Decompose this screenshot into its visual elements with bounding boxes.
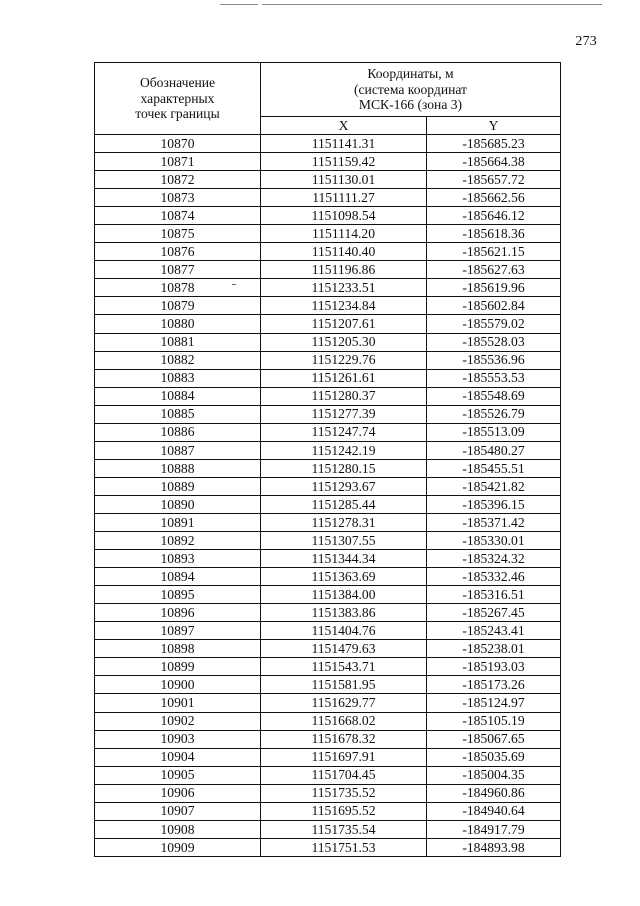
y-coordinate-cell: -185124.97 (427, 694, 561, 712)
y-coordinate-cell: -185455.51 (427, 459, 561, 477)
table-row (95, 676, 561, 694)
x-coordinate-cell: 1151140.40 (261, 243, 427, 261)
header-line: (система координат (354, 81, 467, 97)
header-line: Обозначение (139, 75, 216, 91)
x-coordinate-cell: 1151751.53 (261, 838, 427, 856)
point-id-cell: 10908 (95, 820, 261, 838)
header-line: характерных (140, 90, 215, 106)
x-coordinate-cell: 1151280.37 (261, 387, 427, 405)
y-coordinate-cell: -185657.72 (427, 171, 561, 189)
point-id-cell: 10878 (95, 279, 261, 297)
table-row (95, 459, 561, 477)
table-row (95, 315, 561, 333)
y-coordinate-cell: -185536.96 (427, 351, 561, 369)
table-row (95, 423, 561, 441)
x-coordinate-cell: 1151668.02 (261, 712, 427, 730)
y-coordinate-cell: -185243.41 (427, 622, 561, 640)
x-coordinate-cell: 1151629.77 (261, 694, 427, 712)
x-coordinate-cell: 1151581.95 (261, 676, 427, 694)
table-row (95, 261, 561, 279)
table-row (95, 207, 561, 225)
table-row (95, 297, 561, 315)
x-coordinate-cell: 1151383.86 (261, 604, 427, 622)
table-row (95, 802, 561, 820)
x-coordinate-cell: 1151233.51 (261, 279, 427, 297)
point-id-cell: 10882 (95, 351, 261, 369)
x-coordinate-cell: 1151114.20 (261, 225, 427, 243)
point-id-cell: 10888 (95, 459, 261, 477)
point-id-cell: 10899 (95, 658, 261, 676)
table-row (95, 766, 561, 784)
table-row (95, 820, 561, 838)
point-id-cell: 10895 (95, 586, 261, 604)
x-coordinate-cell: 1151735.52 (261, 784, 427, 802)
x-coordinate-cell: 1151159.42 (261, 153, 427, 171)
table-row (95, 189, 561, 207)
point-id-cell: 10889 (95, 477, 261, 495)
y-coordinate-cell: -185396.15 (427, 495, 561, 513)
y-coordinate-cell: -185330.01 (427, 532, 561, 550)
point-id-cell: 10893 (95, 550, 261, 568)
y-coordinate-cell: -184960.86 (427, 784, 561, 802)
x-coordinate-cell: 1151704.45 (261, 766, 427, 784)
x-coordinate-cell: 1151384.00 (261, 586, 427, 604)
point-id-cell: 10892 (95, 532, 261, 550)
header-line: точек границы (135, 106, 220, 122)
top-scan-rule (262, 4, 602, 5)
table-row (95, 513, 561, 531)
x-coordinate-cell: 1151543.71 (261, 658, 427, 676)
x-coordinate-cell: 1151678.32 (261, 730, 427, 748)
y-coordinate-cell: -185105.19 (427, 712, 561, 730)
point-id-cell: 10907 (95, 802, 261, 820)
table-body (95, 135, 561, 857)
point-id-cell: 10904 (95, 748, 261, 766)
table-row (95, 712, 561, 730)
table-row (95, 153, 561, 171)
y-coordinate-cell: -185602.84 (427, 297, 561, 315)
point-id-cell: 10876 (95, 243, 261, 261)
x-coordinate-cell: 1151130.01 (261, 171, 427, 189)
y-coordinate-cell: -185646.12 (427, 207, 561, 225)
x-coordinate-cell: 1151247.74 (261, 423, 427, 441)
point-id-cell: 10896 (95, 604, 261, 622)
y-coordinate-cell: -185618.36 (427, 225, 561, 243)
y-coordinate-cell: -185067.65 (427, 730, 561, 748)
point-id-cell: 10885 (95, 405, 261, 423)
table-row (95, 658, 561, 676)
y-coordinate-cell: -185332.46 (427, 568, 561, 586)
table-row (95, 387, 561, 405)
x-coordinate-cell: 1151695.52 (261, 802, 427, 820)
table-row (95, 225, 561, 243)
table-row (95, 532, 561, 550)
table-row (95, 495, 561, 513)
table-row (95, 279, 561, 297)
point-id-cell: 10897 (95, 622, 261, 640)
point-id-cell: 10883 (95, 369, 261, 387)
scan-speck (232, 284, 236, 285)
point-id-cell: 10894 (95, 568, 261, 586)
point-id-cell: 10902 (95, 712, 261, 730)
x-coordinate-cell: 1151207.61 (261, 315, 427, 333)
y-coordinate-cell: -185035.69 (427, 748, 561, 766)
point-id-cell: 10890 (95, 495, 261, 513)
point-id-cell: 10880 (95, 315, 261, 333)
x-coordinate-cell: 1151242.19 (261, 441, 427, 459)
y-coordinate-cell: -185480.27 (427, 441, 561, 459)
x-coordinate-cell: 1151205.30 (261, 333, 427, 351)
y-coordinate-cell: -185662.56 (427, 189, 561, 207)
table-row (95, 333, 561, 351)
y-coordinate-cell: -185621.15 (427, 243, 561, 261)
y-coordinate-cell: -185004.35 (427, 766, 561, 784)
y-coordinate-cell: -185579.02 (427, 315, 561, 333)
point-id-cell: 10900 (95, 676, 261, 694)
point-id-cell: 10905 (95, 766, 261, 784)
y-coordinate-cell: -184917.79 (427, 820, 561, 838)
x-coordinate-cell: 1151307.55 (261, 532, 427, 550)
y-coordinate-cell: -185371.42 (427, 513, 561, 531)
table-row (95, 640, 561, 658)
x-coordinate-cell: 1151697.91 (261, 748, 427, 766)
x-coordinate-cell: 1151404.76 (261, 622, 427, 640)
point-id-cell: 10901 (95, 694, 261, 712)
y-coordinate-cell: -184893.98 (427, 838, 561, 856)
x-coordinate-cell: 1151278.31 (261, 513, 427, 531)
coordinates-table (94, 62, 561, 857)
y-coordinate-cell: -185238.01 (427, 640, 561, 658)
point-id-cell: 10891 (95, 513, 261, 531)
point-id-cell: 10898 (95, 640, 261, 658)
point-id-cell: 10909 (95, 838, 261, 856)
x-coordinate-cell: 1151735.54 (261, 820, 427, 838)
point-id-cell: 10881 (95, 333, 261, 351)
table-row (95, 694, 561, 712)
x-coordinate-cell: 1151285.44 (261, 495, 427, 513)
y-coordinate-cell: -185173.26 (427, 676, 561, 694)
top-scan-rule (220, 4, 258, 5)
y-coordinate-cell: -185193.03 (427, 658, 561, 676)
table-row (95, 730, 561, 748)
page-number: 273 (575, 34, 597, 49)
point-id-cell: 10870 (95, 135, 261, 153)
table-row (95, 748, 561, 766)
x-coordinate-cell: 1151261.61 (261, 369, 427, 387)
y-coordinate-cell: -185421.82 (427, 477, 561, 495)
point-id-cell: 10872 (95, 171, 261, 189)
x-coordinate-cell: 1151363.69 (261, 568, 427, 586)
header-line: Координаты, м (367, 65, 454, 81)
table-row (95, 784, 561, 802)
table-row (95, 135, 561, 153)
y-coordinate-cell: -185528.03 (427, 333, 561, 351)
table-row (95, 586, 561, 604)
table-row (95, 369, 561, 387)
point-id-cell: 10875 (95, 225, 261, 243)
x-coordinate-cell: 1151111.27 (261, 189, 427, 207)
table-row (95, 550, 561, 568)
table-row (95, 568, 561, 586)
table-row (95, 477, 561, 495)
x-coordinate-cell: 1151293.67 (261, 477, 427, 495)
header-line: МСК-166 (зона 3) (358, 97, 463, 113)
x-coordinate-cell: 1151234.84 (261, 297, 427, 315)
table-row (95, 405, 561, 423)
point-id-cell: 10884 (95, 387, 261, 405)
point-id-cell: 10903 (95, 730, 261, 748)
y-coordinate-cell: -185685.23 (427, 135, 561, 153)
point-id-cell: 10886 (95, 423, 261, 441)
x-coordinate-cell: 1151280.15 (261, 459, 427, 477)
x-coordinate-cell: 1151277.39 (261, 405, 427, 423)
table-row (95, 351, 561, 369)
x-coordinate-cell: 1151344.34 (261, 550, 427, 568)
y-coordinate-cell: -185664.38 (427, 153, 561, 171)
y-coordinate-cell: -185627.63 (427, 261, 561, 279)
point-id-cell: 10871 (95, 153, 261, 171)
y-coordinate-cell: -185526.79 (427, 405, 561, 423)
point-id-cell: 10874 (95, 207, 261, 225)
table-row (95, 441, 561, 459)
x-coordinate-cell: 1151141.31 (261, 135, 427, 153)
x-column-header: X (261, 116, 427, 134)
y-coordinate-cell: -185513.09 (427, 423, 561, 441)
y-column-header: Y (427, 116, 561, 134)
x-coordinate-cell: 1151479.63 (261, 640, 427, 658)
x-coordinate-cell: 1151229.76 (261, 351, 427, 369)
table-row (95, 604, 561, 622)
table-row (95, 243, 561, 261)
y-coordinate-cell: -185619.96 (427, 279, 561, 297)
y-coordinate-cell: -184940.64 (427, 802, 561, 820)
point-id-cell: 10887 (95, 441, 261, 459)
x-coordinate-cell: 1151196.86 (261, 261, 427, 279)
point-id-cell: 10906 (95, 784, 261, 802)
y-coordinate-cell: -185553.53 (427, 369, 561, 387)
x-coordinate-cell: 1151098.54 (261, 207, 427, 225)
y-coordinate-cell: -185267.45 (427, 604, 561, 622)
table-row (95, 171, 561, 189)
point-id-cell: 10879 (95, 297, 261, 315)
y-coordinate-cell: -185548.69 (427, 387, 561, 405)
y-coordinate-cell: -185316.51 (427, 586, 561, 604)
point-id-cell: 10873 (95, 189, 261, 207)
table-row (95, 838, 561, 856)
table-row (95, 622, 561, 640)
point-id-column-header (95, 63, 261, 135)
y-coordinate-cell: -185324.32 (427, 550, 561, 568)
point-id-cell: 10877 (95, 261, 261, 279)
coordinates-column-header (261, 63, 561, 117)
